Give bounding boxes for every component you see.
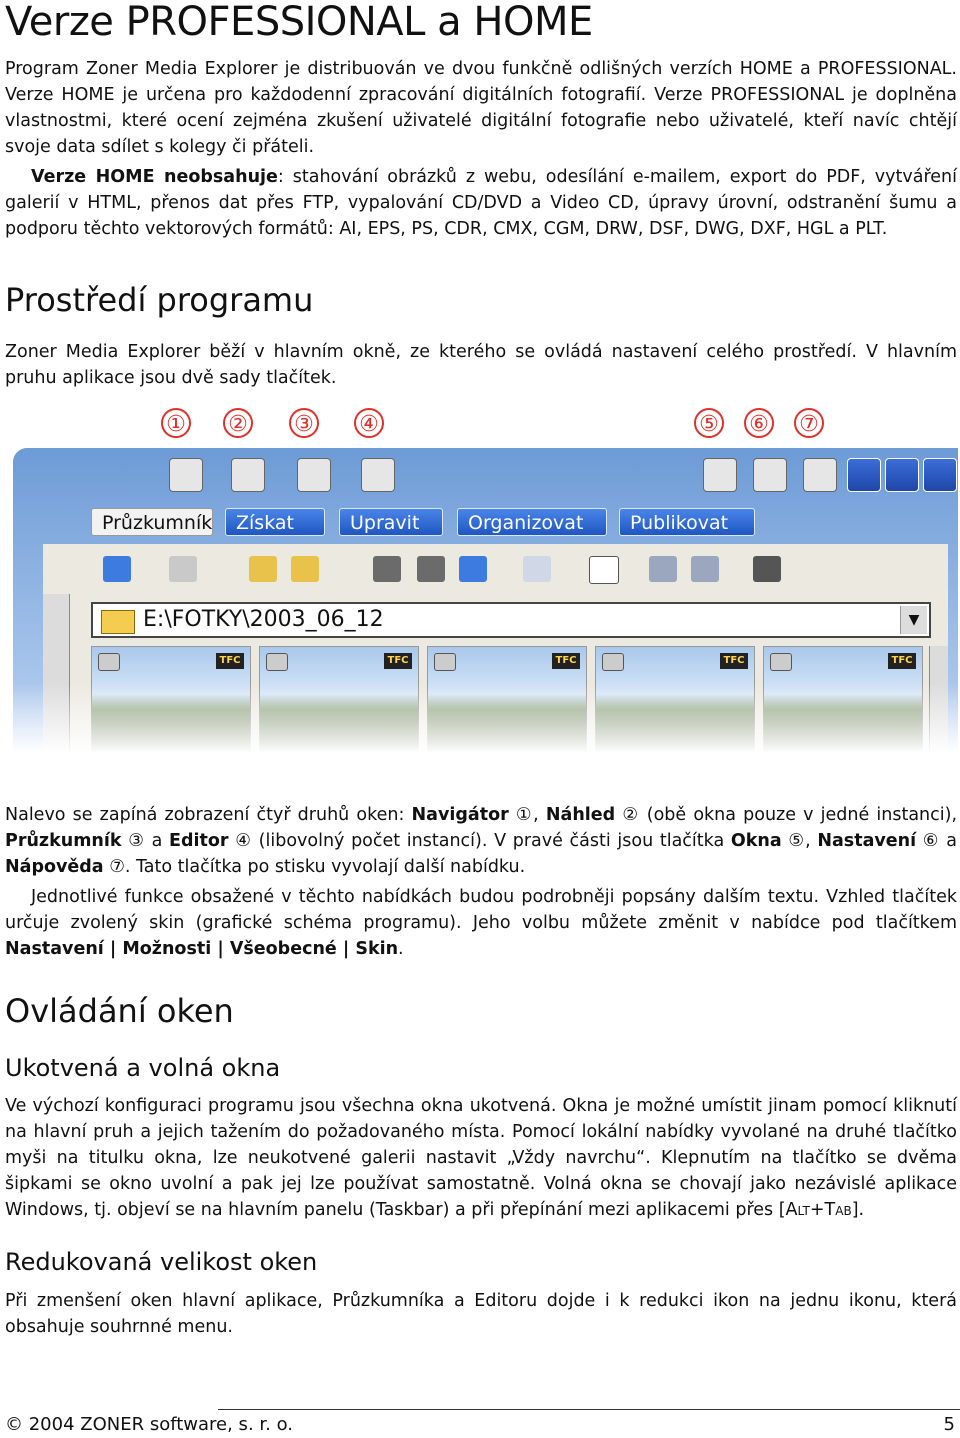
callout-7: ⑦ — [794, 408, 824, 438]
main-bar — [163, 456, 953, 496]
text: ]. — [851, 1200, 865, 1220]
maximize-icon[interactable] — [885, 458, 919, 492]
callout-6: ⑥ — [744, 408, 774, 438]
help-icon[interactable] — [803, 458, 837, 492]
heading-environment: Prostředí programu — [5, 281, 314, 319]
find-next-icon[interactable] — [417, 556, 445, 582]
paragraph-home-limits — [5, 164, 957, 242]
tab-organize[interactable]: Organizovat — [457, 508, 607, 536]
tab-edit[interactable]: Upravit — [339, 508, 443, 536]
camera-icon — [602, 653, 624, 671]
page-number: 5 — [943, 1414, 955, 1435]
forward-arrow-icon[interactable] — [169, 556, 197, 582]
tab-acquire[interactable]: Získat — [225, 508, 325, 536]
text: ④ (libovolný počet instancí). V pravé části jsou tlačítka — [228, 831, 731, 851]
folder-up-icon[interactable] — [249, 556, 277, 582]
footer-rule — [218, 1409, 960, 1410]
text: ② (obě okna pouze v jedné instanci), — [615, 805, 958, 825]
term-help: Nápověda — [5, 857, 104, 877]
text: Ve výchozí konfiguraci programu jsou všechna okna ukotvená. Okna je možné umístit jinam pomocí kliknutí na hlavní pruh a jejich tažením do požadovaného místa. Pomocí lokální nabídky vyvolané na druhé tlačítko myši na titulku okna, lze neukotvené galerii nastavit „Vždy navrchu“. Klepnutím na tlačítko se dvěma šipkami se okno uvolní a pak jej lze používat samostatně. Volná okna se chovají jako nezávislé aplikace Windows, tj. objeví se na hlavním panelu (Taskbar) a při přepínání mezi aplikacemi přes [ — [5, 1096, 957, 1220]
format-badge: TFC — [720, 653, 748, 669]
text: ⑤, — [781, 831, 818, 851]
term-editor: Editor — [169, 831, 229, 851]
camera-icon — [98, 653, 120, 671]
paragraph-skin — [5, 884, 957, 962]
find-icon[interactable] — [373, 556, 401, 582]
camera-icon — [266, 653, 288, 671]
new-folder-icon[interactable] — [291, 556, 319, 582]
editor-icon[interactable] — [361, 458, 395, 492]
format-badge: TFC — [384, 653, 412, 669]
text: ⑥ a — [916, 831, 957, 851]
text: ③ a — [121, 831, 170, 851]
camera-icon — [770, 653, 792, 671]
format-badge: TFC — [552, 653, 580, 669]
view-list-icon[interactable] — [523, 556, 551, 582]
paragraph-reduced-size: Při zmenšení oken hlavní aplikace, Průzkumníka a Editoru dojde i k redukci ikon na jednu ikonu, která obsahuje souhrnné menu. — [5, 1291, 957, 1337]
key-combo: Alt+Tab — [785, 1200, 852, 1220]
move-to-icon[interactable] — [691, 556, 719, 582]
navigator-icon[interactable] — [169, 458, 203, 492]
text-abc-icon[interactable] — [589, 556, 619, 584]
tab-explorer[interactable]: Průzkumník — [91, 508, 213, 536]
term-navigator: Navigátor — [411, 805, 509, 825]
callout-2: ② — [223, 408, 253, 438]
text: ①, — [508, 805, 546, 825]
callout-1: ① — [161, 408, 191, 438]
copyright: © 2004 ZONER software, s. r. o. — [5, 1414, 293, 1435]
address-path: E:\FOTKY\2003_06_12 — [143, 607, 384, 632]
callout-4: ④ — [354, 408, 384, 438]
paragraph-versions: Program Zoner Media Explorer je distribuován ve dvou funkčně odlišných verzích HOME a PROFESSIONAL. Verze HOME je určena pro každodenní zpracování digitálních fotografií. Verze PROFESSIONAL je doplněna vlastnostmi, které ocení zejména zkušení uživatelé digitální fotografie nebo uživatelé, kteří navíc chtějí svoje data sdílet s kolegy či přáteli. — [5, 59, 957, 157]
term-windows: Okna — [730, 831, 782, 851]
chevron-down-icon[interactable]: ▼ — [900, 606, 927, 634]
subheading-docked-windows: Ukotvená a volná okna — [5, 1054, 281, 1082]
screenshot-fade — [5, 683, 960, 753]
subheading-reduced-size: Redukovaná velikost oken — [5, 1248, 318, 1276]
paragraph-buttons — [5, 802, 957, 880]
close-icon[interactable] — [923, 458, 957, 492]
text: ⑦. Tato tlačítka po stisku vyvolají další nabídku. — [103, 857, 526, 877]
menu-path: Nastavení | Možnosti | Všeobecné | Skin — [5, 939, 399, 959]
term-settings: Nastavení — [817, 831, 917, 851]
program-screenshot — [5, 408, 960, 753]
text: . — [398, 939, 404, 959]
term-preview: Náhled — [545, 805, 616, 825]
paragraph-docked-windows — [5, 1093, 957, 1223]
heading-window-control: Ovládání oken — [5, 992, 234, 1030]
windows-icon[interactable] — [703, 458, 737, 492]
back-arrow-icon[interactable] — [103, 556, 131, 582]
paragraph-environment: Zoner Media Explorer běží v hlavním okně, ze kterého se ovládá nastavení celého prostředí. V hlavním pruhu aplikace jsou dvě sady tlačítek. — [5, 342, 957, 388]
term-explorer: Průzkumník — [5, 831, 122, 851]
footer — [5, 1413, 955, 1437]
home-limits-label: Verze HOME neobsahuje — [31, 167, 278, 187]
format-badge: TFC — [888, 653, 916, 669]
copy-to-icon[interactable] — [649, 556, 677, 582]
heading-versions: Verze PROFESSIONAL a HOME — [5, 0, 593, 45]
callout-3: ③ — [289, 408, 319, 438]
camera-icon — [434, 653, 456, 671]
callout-5: ⑤ — [694, 408, 724, 438]
film-icon[interactable] — [753, 556, 781, 582]
preview-icon[interactable] — [231, 458, 265, 492]
text: Jednotlivé funkce obsažené v těchto nabídkách budou podrobněji popsány dalším textu. Vzhled tlačítek určuje zvolený skin (grafické schéma programu). Jeho volbu můžete změnit v nabídce pod tlačítkem — [5, 887, 957, 933]
minimize-icon[interactable] — [847, 458, 881, 492]
sort-az-icon[interactable] — [459, 556, 487, 582]
address-field[interactable] — [91, 602, 931, 638]
home-limits-text: : stahování obrázků z webu, odesílání e-mailem, export do PDF, vytváření galerií v HTML, přenos dat přes FTP, vypalování CD/DVD a Video CD, úpravy úrovní, odstranění šumu a podporu těchto vektorových formátů: AI, EPS, PS, CDR, CMX, CGM, DRW, DSF, DWG, DXF, HGL a PLT. — [5, 167, 957, 239]
text: Nalevo se zapíná zobrazení čtyř druhů oken: — [5, 805, 412, 825]
format-badge: TFC — [216, 653, 244, 669]
settings-gear-icon[interactable] — [753, 458, 787, 492]
module-tabs — [43, 506, 948, 542]
explorer-toolbar — [43, 544, 948, 594]
tab-publish[interactable]: Publikovat — [619, 508, 755, 536]
folder-icon — [101, 610, 135, 634]
explorer-icon[interactable] — [297, 458, 331, 492]
